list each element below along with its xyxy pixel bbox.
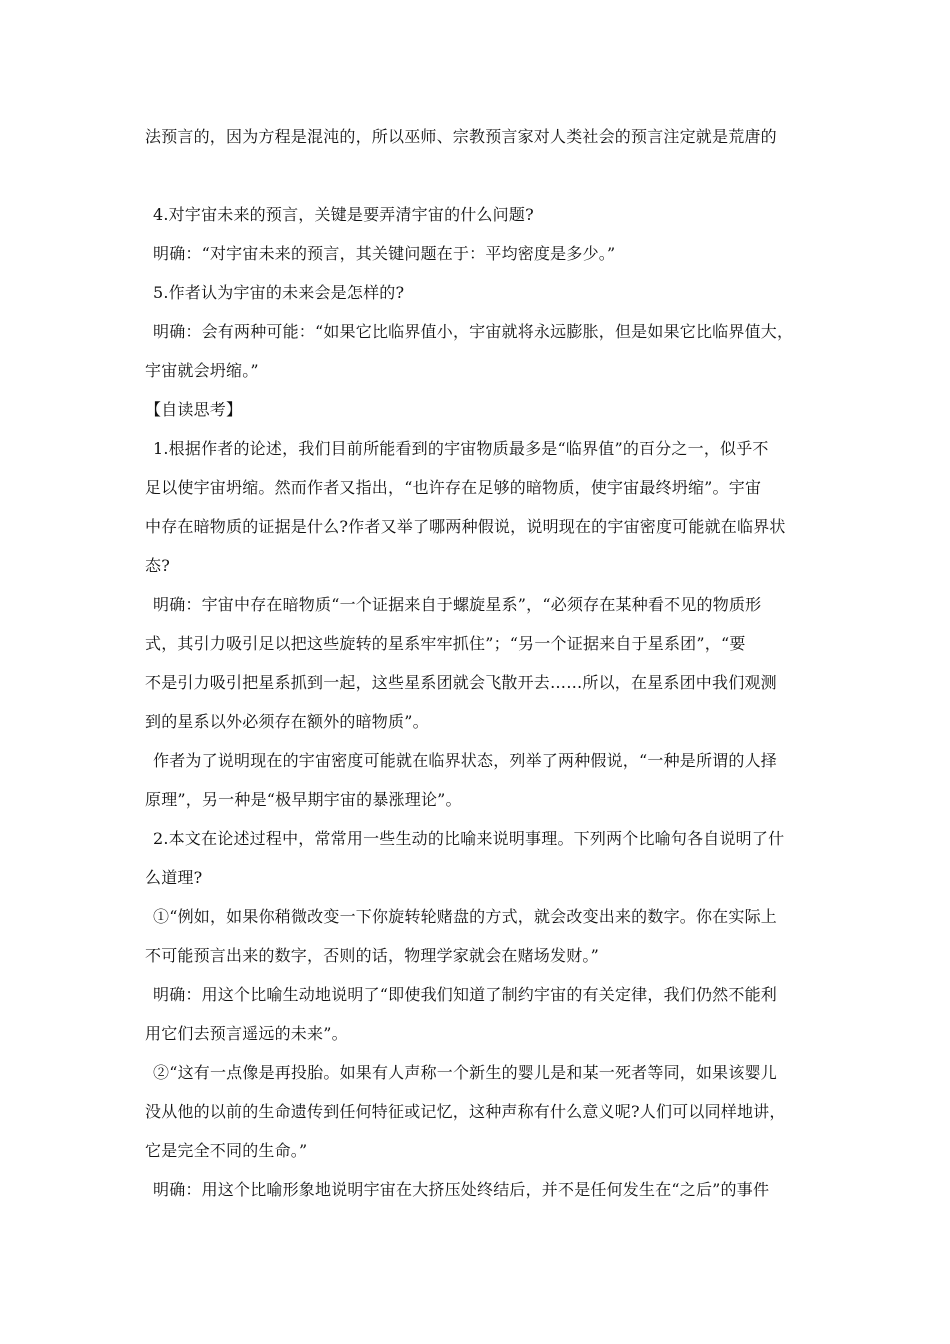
example-2-line-1: ②“这有一点像是再投胎。如果有人声称一个新生的婴儿是和某一死者等同，如果该婴儿 <box>153 1063 777 1082</box>
example-2-line-2: 没从他的以前的生命遗传到任何特征或记忆，这种声称有什么意义呢?人们可以同样地讲， <box>145 1102 786 1121</box>
question-2-line-1: 2.本文在论述过程中，常常用一些生动的比喻来说明事理。下列两个比喻句各自说明了什 <box>153 829 785 848</box>
answer-2a-line-1: 明确：用这个比喻生动地说明了“即使我们知道了制约宇宙的有关定律，我们仍然不能利 <box>153 985 777 1004</box>
question-1-line-4: 态? <box>145 556 170 575</box>
section-heading-self-reading: 【自读思考】 <box>145 400 243 419</box>
answer-5-line-1: 明确：会有两种可能：“如果它比临界值小，宇宙就将永远膨胀，但是如果它比临界值大， <box>153 322 794 341</box>
example-2-line-3: 它是完全不同的生命。” <box>145 1141 308 1160</box>
answer-4: 明确：“对宇宙未来的预言，其关键问题在于：平均密度是多少。” <box>153 244 616 263</box>
question-4: 4.对宇宙未来的预言，关键是要弄清宇宙的什么问题? <box>153 205 534 224</box>
question-1-line-1: 1.根据作者的论述，我们目前所能看到的宇宙物质最多是“临界值”的百分之一，似乎不 <box>153 439 769 458</box>
question-1-line-3: 中存在暗物质的证据是什么?作者又举了哪两种假说，说明现在的宇宙密度可能就在临界状 <box>145 517 786 536</box>
answer-1b-line-1: 作者为了说明现在的宇宙密度可能就在临界状态，列举了两种假说，“一种是所谓的人择 <box>153 751 777 770</box>
question-2-line-2: 么道理? <box>145 868 203 887</box>
answer-1-line-3: 不是引力吸引把星系抓到一起，这些星系团就会飞散开去……所以，在星系团中我们观测 <box>145 673 777 692</box>
answer-1-line-4: 到的星系以外必须存在额外的暗物质”。 <box>145 712 429 731</box>
paragraph-line-1: 法预言的，因为方程是混沌的，所以巫师、宗教预言家对人类社会的预言注定就是荒唐的 <box>145 127 777 146</box>
question-1-line-2: 足以使宇宙坍缩。然而作者又指出，“也许存在足够的暗物质，使宇宙最终坍缩”。宇宙 <box>145 478 762 497</box>
example-1-line-1: ①“例如，如果你稍微改变一下你旋转轮赌盘的方式，就会改变出来的数字。你在实际上 <box>153 907 777 926</box>
answer-5-line-2: 宇宙就会坍缩。” <box>145 361 259 380</box>
answer-2b-line-1: 明确：用这个比喻形象地说明宇宙在大挤压处终结后，并不是任何发生在“之后”的事件 <box>153 1180 770 1199</box>
example-1-line-2: 不可能预言出来的数字，否则的话，物理学家就会在赌场发财。” <box>145 946 599 965</box>
question-5: 5.作者认为宇宙的未来会是怎样的? <box>153 283 405 302</box>
answer-1b-line-2: 原理”，另一种是“极早期宇宙的暴涨理论”。 <box>145 790 462 809</box>
answer-1-line-1: 明确：宇宙中存在暗物质“一个证据来自于螺旋星系”，“必须存在某种看不见的物质形 <box>153 595 762 614</box>
answer-1-line-2: 式，其引力吸引足以把这些旋转的星系牢牢抓住”；“另一个证据来自于星系团”，“要 <box>145 634 746 653</box>
answer-2a-line-2: 用它们去预言遥远的未来”。 <box>145 1024 348 1043</box>
